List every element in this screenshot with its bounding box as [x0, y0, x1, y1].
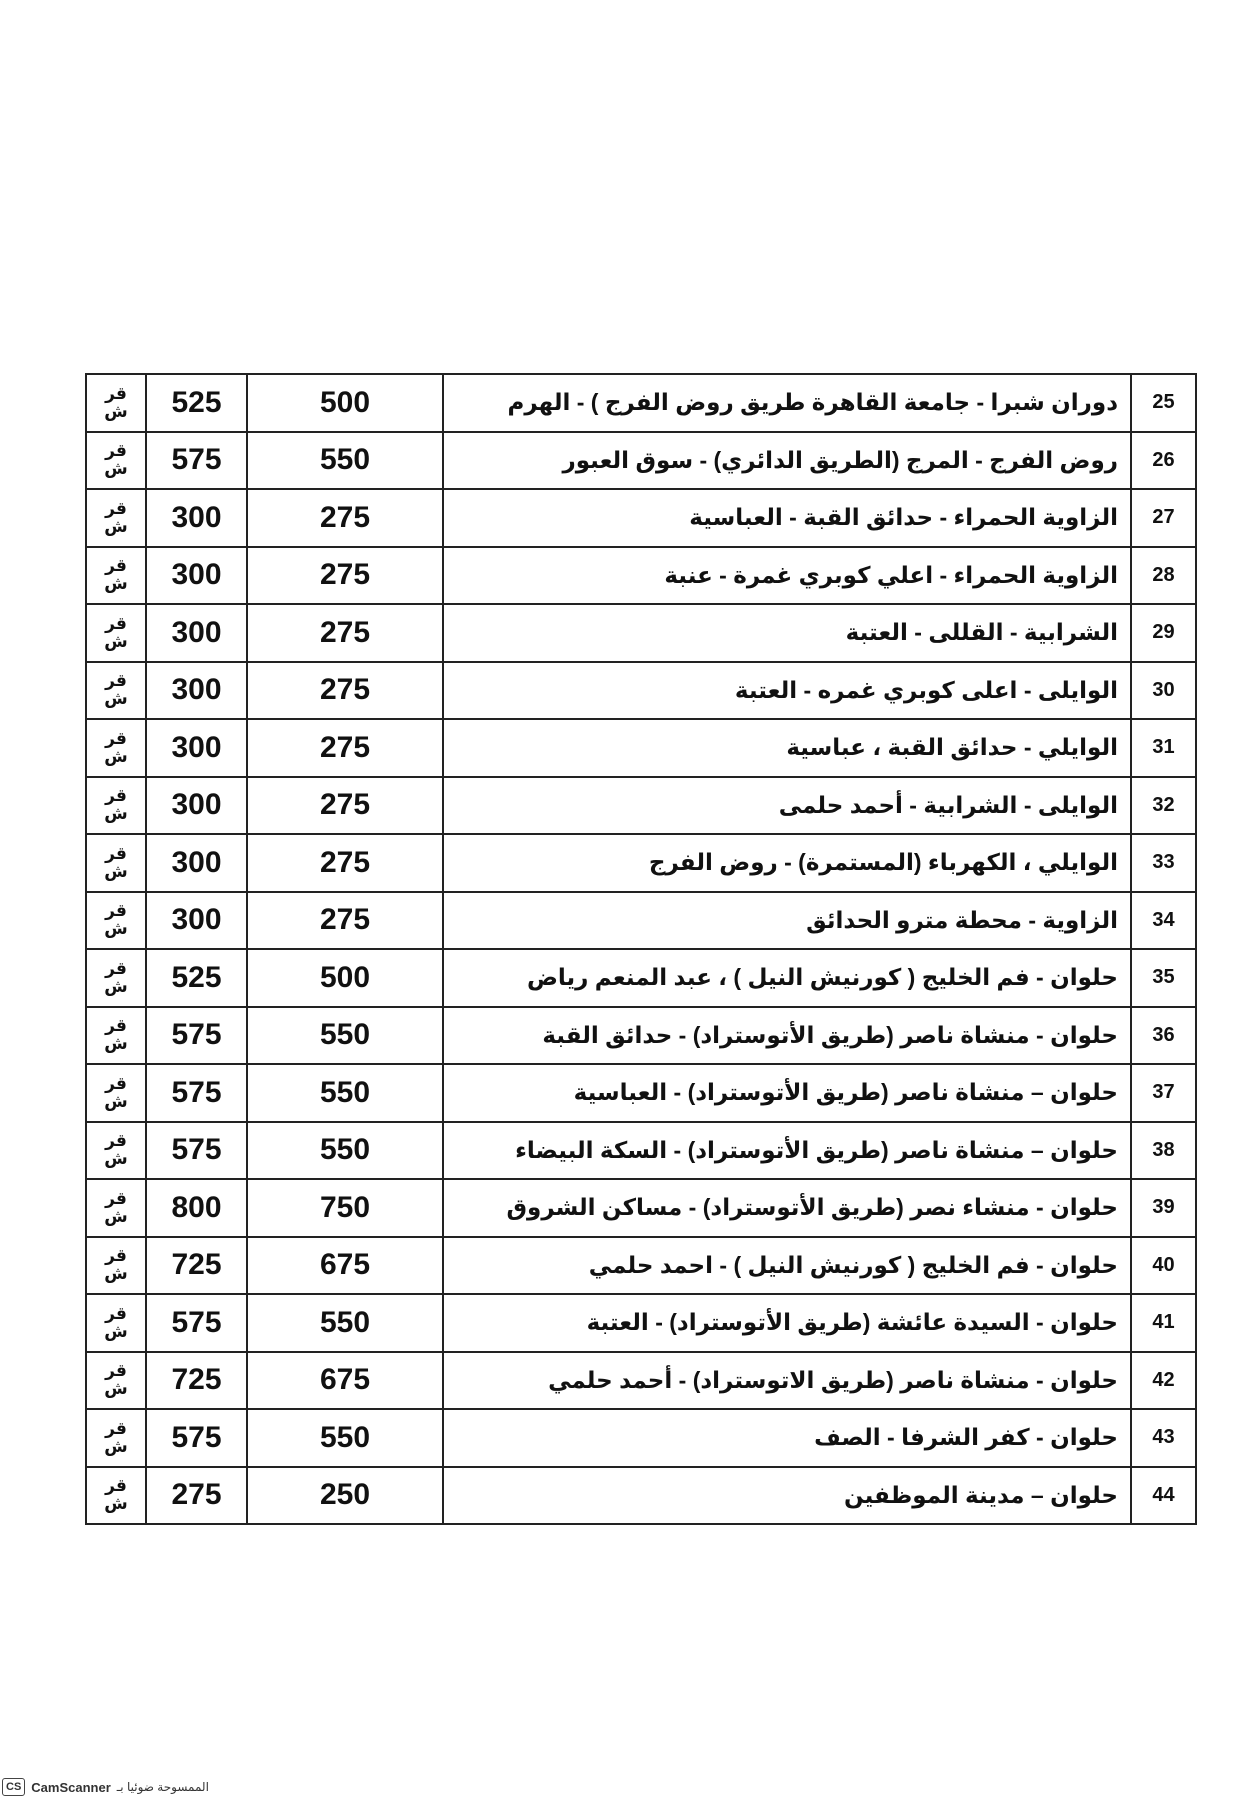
currency-unit-bottom: ش: [104, 574, 128, 594]
currency-unit-bottom: ش: [104, 1321, 128, 1341]
row-number-cell: 41: [1131, 1294, 1196, 1352]
currency-unit-top: قر: [105, 383, 127, 403]
currency-unit-cell: [86, 1352, 146, 1410]
old-price-cell: 275: [247, 547, 443, 605]
currency-unit-bottom: ش: [104, 459, 128, 479]
currency-unit-cell: [86, 1467, 146, 1525]
currency-unit-top: قر: [105, 901, 127, 921]
new-price-cell: 300: [146, 777, 247, 835]
row-number-cell: 29: [1131, 604, 1196, 662]
new-price-cell: 300: [146, 719, 247, 777]
currency-unit-bottom: ش: [104, 689, 128, 709]
currency-unit-top: قر: [105, 1303, 127, 1323]
route-cell: الزاوية - محطة مترو الحدائق: [443, 892, 1131, 950]
row-number-cell: 42: [1131, 1352, 1196, 1410]
table-row: [86, 547, 1196, 605]
table-row: [86, 604, 1196, 662]
currency-unit-top: قر: [105, 441, 127, 461]
route-cell: حلوان – مدينة الموظفين: [443, 1467, 1131, 1525]
table-row: [86, 892, 1196, 950]
new-price-cell: 575: [146, 1064, 247, 1122]
fares-table-body: [86, 374, 1196, 1524]
table-row: [86, 1179, 1196, 1237]
currency-unit-top: قر: [105, 786, 127, 806]
old-price-cell: 550: [247, 1122, 443, 1180]
old-price-cell: 275: [247, 662, 443, 720]
new-price-cell: 575: [146, 1294, 247, 1352]
route-cell: الوايلى - اعلى كوبري غمره - العتبة: [443, 662, 1131, 720]
new-price-cell: 575: [146, 1122, 247, 1180]
currency-unit-bottom: ش: [104, 401, 128, 421]
old-price-cell: 675: [247, 1237, 443, 1295]
currency-unit-cell: [86, 719, 146, 777]
route-cell: الزاوية الحمراء - حدائق القبة - العباسية: [443, 489, 1131, 547]
currency-unit-cell: [86, 949, 146, 1007]
new-price-cell: 275: [146, 1467, 247, 1525]
old-price-cell: 550: [247, 1409, 443, 1467]
table-row: [86, 432, 1196, 490]
currency-unit-bottom: ش: [104, 976, 128, 996]
new-price-cell: 525: [146, 949, 247, 1007]
table-row: [86, 374, 1196, 432]
row-number-cell: 28: [1131, 547, 1196, 605]
row-number-cell: 36: [1131, 1007, 1196, 1065]
currency-unit-top: قر: [105, 1361, 127, 1381]
route-cell: الوايلى - الشرابية - أحمد حلمى: [443, 777, 1131, 835]
route-cell: حلوان - السيدة عائشة (طريق الأتوستراد) - العتبة: [443, 1294, 1131, 1352]
new-price-cell: 575: [146, 432, 247, 490]
table-row: [86, 719, 1196, 777]
currency-unit-bottom: ش: [104, 861, 128, 881]
currency-unit-cell: [86, 1122, 146, 1180]
currency-unit-top: قر: [105, 1476, 127, 1496]
row-number-cell: 27: [1131, 489, 1196, 547]
row-number-cell: 33: [1131, 834, 1196, 892]
old-price-cell: 550: [247, 1294, 443, 1352]
currency-unit-cell: [86, 892, 146, 950]
table-row: [86, 662, 1196, 720]
currency-unit-top: قر: [105, 671, 127, 691]
table-row: [86, 1007, 1196, 1065]
new-price-cell: 525: [146, 374, 247, 432]
camscanner-logo-icon: CS: [2, 1778, 25, 1796]
table-row: [86, 1352, 1196, 1410]
row-number-cell: 32: [1131, 777, 1196, 835]
new-price-cell: 300: [146, 834, 247, 892]
currency-unit-cell: [86, 834, 146, 892]
new-price-cell: 300: [146, 604, 247, 662]
currency-unit-bottom: ش: [104, 1379, 128, 1399]
old-price-cell: 750: [247, 1179, 443, 1237]
table-row: [86, 1122, 1196, 1180]
row-number-cell: 35: [1131, 949, 1196, 1007]
currency-unit-cell: [86, 777, 146, 835]
old-price-cell: 275: [247, 489, 443, 547]
new-price-cell: 300: [146, 662, 247, 720]
camscanner-brand: CamScanner: [31, 1779, 111, 1795]
currency-unit-cell: [86, 374, 146, 432]
route-cell: روض الفرج - المرج (الطريق الدائري) - سوق العبور: [443, 432, 1131, 490]
table-row: [86, 1294, 1196, 1352]
old-price-cell: 675: [247, 1352, 443, 1410]
currency-unit-cell: [86, 604, 146, 662]
new-price-cell: 800: [146, 1179, 247, 1237]
currency-unit-bottom: ش: [104, 1264, 128, 1284]
currency-unit-bottom: ش: [104, 1206, 128, 1226]
route-cell: حلوان – منشاة ناصر (طريق الأتوستراد) - العباسية: [443, 1064, 1131, 1122]
new-price-cell: 300: [146, 892, 247, 950]
currency-unit-cell: [86, 662, 146, 720]
row-number-cell: 25: [1131, 374, 1196, 432]
currency-unit-cell: [86, 1064, 146, 1122]
row-number-cell: 43: [1131, 1409, 1196, 1467]
new-price-cell: 575: [146, 1007, 247, 1065]
old-price-cell: 500: [247, 949, 443, 1007]
route-cell: الزاوية الحمراء - اعلي كوبري غمرة - عنبة: [443, 547, 1131, 605]
new-price-cell: 300: [146, 547, 247, 605]
route-cell: حلوان - فم الخليج ( كورنيش النيل ) - احمد حلمي: [443, 1237, 1131, 1295]
scan-caption: الممسوحة ضوئيا بـ: [116, 1780, 209, 1794]
row-number-cell: 37: [1131, 1064, 1196, 1122]
currency-unit-top: قر: [105, 1418, 127, 1438]
currency-unit-bottom: ش: [104, 631, 128, 651]
currency-unit-top: قر: [105, 843, 127, 863]
route-cell: دوران شبرا - جامعة القاهرة طريق روض الفرج ) - الهرم: [443, 374, 1131, 432]
route-cell: الوايلي - حدائق القبة ، عباسية: [443, 719, 1131, 777]
table-row: [86, 834, 1196, 892]
table-row: [86, 1237, 1196, 1295]
route-cell: حلوان - منشاة ناصر (طريق الأتوستراد) - حدائق القبة: [443, 1007, 1131, 1065]
table-row: [86, 1409, 1196, 1467]
table-row: [86, 777, 1196, 835]
old-price-cell: 275: [247, 719, 443, 777]
row-number-cell: 40: [1131, 1237, 1196, 1295]
old-price-cell: 275: [247, 604, 443, 662]
old-price-cell: 550: [247, 432, 443, 490]
route-cell: الشرابية - القللى - العتبة: [443, 604, 1131, 662]
row-number-cell: 26: [1131, 432, 1196, 490]
route-cell: الوايلي ، الكهرباء (المستمرة) - روض الفرج: [443, 834, 1131, 892]
route-cell: حلوان - فم الخليج ( كورنيش النيل ) ، عبد المنعم رياض: [443, 949, 1131, 1007]
currency-unit-top: قر: [105, 613, 127, 633]
row-number-cell: 44: [1131, 1467, 1196, 1525]
row-number-cell: 38: [1131, 1122, 1196, 1180]
row-number-cell: 34: [1131, 892, 1196, 950]
new-price-cell: 725: [146, 1237, 247, 1295]
currency-unit-bottom: ش: [104, 919, 128, 939]
old-price-cell: 275: [247, 834, 443, 892]
currency-unit-top: قر: [105, 1073, 127, 1093]
currency-unit-cell: [86, 1237, 146, 1295]
new-price-cell: 575: [146, 1409, 247, 1467]
route-cell: حلوان - منشاة ناصر (طريق الاتوستراد) - أحمد حلمي: [443, 1352, 1131, 1410]
old-price-cell: 275: [247, 777, 443, 835]
currency-unit-top: قر: [105, 498, 127, 518]
old-price-cell: 275: [247, 892, 443, 950]
currency-unit-top: قر: [105, 556, 127, 576]
currency-unit-cell: [86, 489, 146, 547]
table-row: [86, 489, 1196, 547]
currency-unit-bottom: ش: [104, 516, 128, 536]
row-number-cell: 39: [1131, 1179, 1196, 1237]
currency-unit-bottom: ش: [104, 1034, 128, 1054]
table-row: [86, 1467, 1196, 1525]
table-row: [86, 1064, 1196, 1122]
old-price-cell: 550: [247, 1064, 443, 1122]
row-number-cell: 31: [1131, 719, 1196, 777]
old-price-cell: 550: [247, 1007, 443, 1065]
currency-unit-cell: [86, 1179, 146, 1237]
currency-unit-top: قر: [105, 1131, 127, 1151]
currency-unit-bottom: ش: [104, 804, 128, 824]
currency-unit-cell: [86, 547, 146, 605]
currency-unit-bottom: ش: [104, 1436, 128, 1456]
currency-unit-bottom: ش: [104, 1091, 128, 1111]
currency-unit-cell: [86, 1294, 146, 1352]
currency-unit-bottom: ش: [104, 746, 128, 766]
currency-unit-bottom: ش: [104, 1494, 128, 1514]
currency-unit-cell: [86, 432, 146, 490]
old-price-cell: 500: [247, 374, 443, 432]
currency-unit-top: قر: [105, 728, 127, 748]
row-number-cell: 30: [1131, 662, 1196, 720]
new-price-cell: 300: [146, 489, 247, 547]
route-cell: حلوان – منشاة ناصر (طريق الأتوستراد) - السكة البيضاء: [443, 1122, 1131, 1180]
currency-unit-top: قر: [105, 1188, 127, 1208]
currency-unit-cell: [86, 1007, 146, 1065]
table-row: [86, 949, 1196, 1007]
route-cell: حلوان - كفر الشرفا - الصف: [443, 1409, 1131, 1467]
new-price-cell: 725: [146, 1352, 247, 1410]
camscanner-watermark: [2, 1778, 209, 1796]
route-cell: حلوان - منشاء نصر (طريق الأتوستراد) - مساكن الشروق: [443, 1179, 1131, 1237]
fares-table: [85, 373, 1197, 1525]
currency-unit-top: قر: [105, 1016, 127, 1036]
currency-unit-cell: [86, 1409, 146, 1467]
currency-unit-top: قر: [105, 1246, 127, 1266]
old-price-cell: 250: [247, 1467, 443, 1525]
currency-unit-bottom: ش: [104, 1149, 128, 1169]
currency-unit-top: قر: [105, 958, 127, 978]
